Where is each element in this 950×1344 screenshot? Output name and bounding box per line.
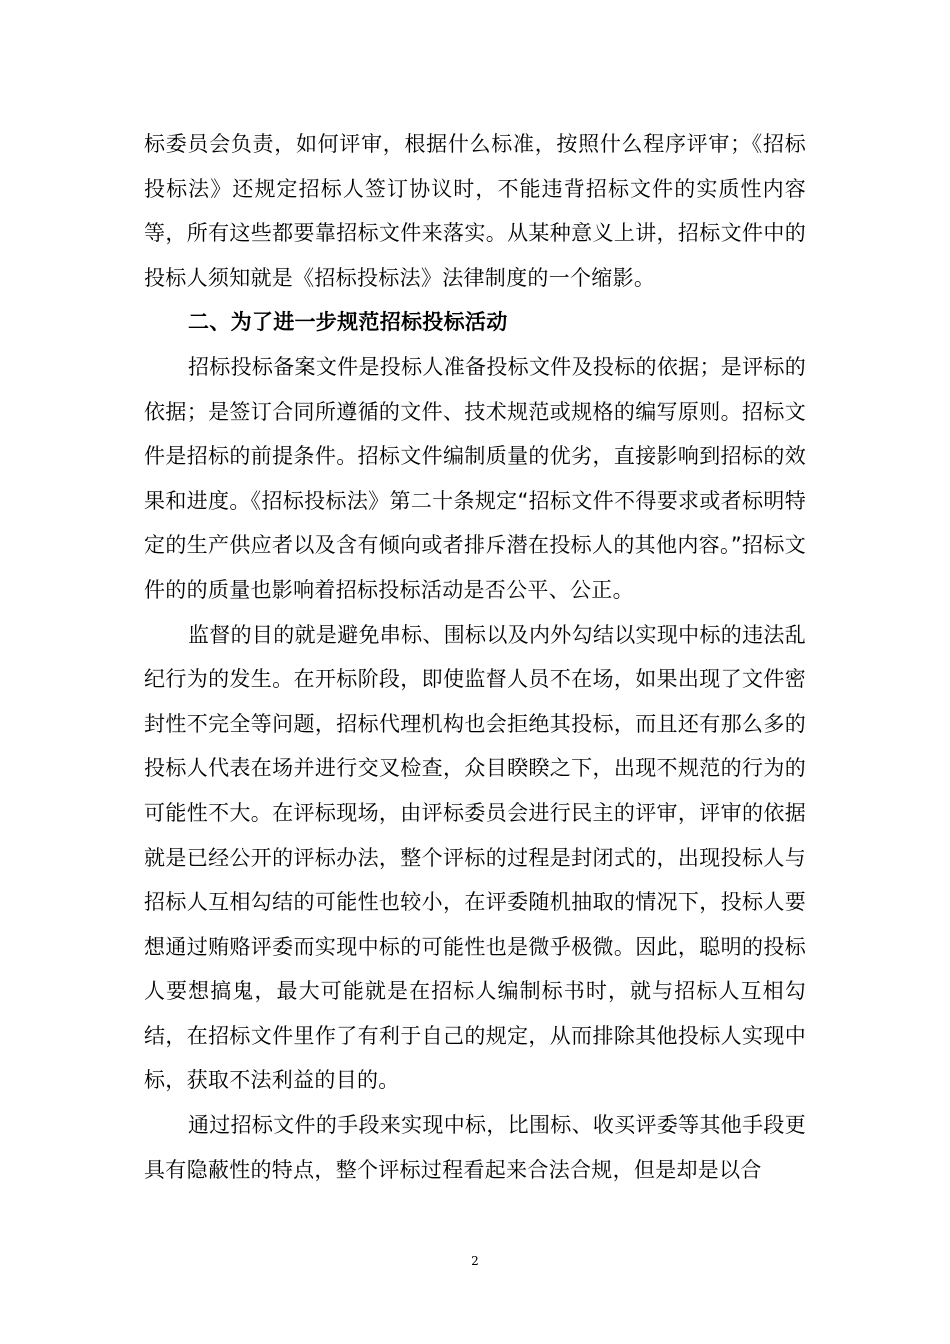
document-body [144,122,806,1192]
paragraph-supervision: 监督的目的就是避免串标、围标以及内外勾结以实现中标的违法乱纪行为的发生。在开标阶段，即使监督人员不在场，如果出现了文件密封性不完全等问题，招标代理机构也会拒绝其投标，而且还有那么多的投标人代表在场并进行交叉检查，众目睽睽之下，出现不规范的行为的可能性不大。在评标现场，由评标委员会进行民主的评审，评审的依据就是已经公开的评标办法，整个评标的过程是封闭式的，出现投标人与招标人互相勾结的可能性也较小，在评委随机抽取的情况下，投标人要想通过贿赂评委而实现中标的可能性也是微乎极微。因此，聪明的投标人要想搞鬼，最大可能就是在招标人编制标书时，就与招标人互相勾结，在招标文件里作了有利于自己的规定，从而排除其他投标人实现中标，获取不法利益的目的。 [144,622,806,1093]
paragraph-bidding-documents: 招标投标备案文件是投标人准备投标文件及投标的依据；是评标的依据；是签订合同所遵循的文件、技术规范或规格的编写原则。招标文件是招标的前提条件。招标文件编制质量的优劣，直接影响到招标的效果和进度。《招标投标法》第二十条规定“招标文件不得要求或者标明特定的生产供应者以及含有倾向或者排斥潜在投标人的其他内容。”招标文件的的质量也影响着招标投标活动是否公平、公正。 [144,354,806,602]
page-number: 2 [471,1254,479,1268]
paragraph-concealment: 通过招标文件的手段来实现中标，比围标、收买评委等其他手段更具有隐蔽性的特点，整个评标过程看起来合法合规，但是却是以合 [144,1113,806,1182]
paragraph-continuation: 标委员会负责，如何评审，根据什么标准，按照什么程序评审；《招标投标法》还规定招标人签订协议时，不能违背招标文件的实质性内容等，所有这些都要靠招标文件来落实。从某种意义上讲，招标文件中的投标人须知就是《招标投标法》法律制度的一个缩影。 [144,132,806,290]
section-heading: 二、为了进一步规范招标投标活动 [188,310,508,335]
